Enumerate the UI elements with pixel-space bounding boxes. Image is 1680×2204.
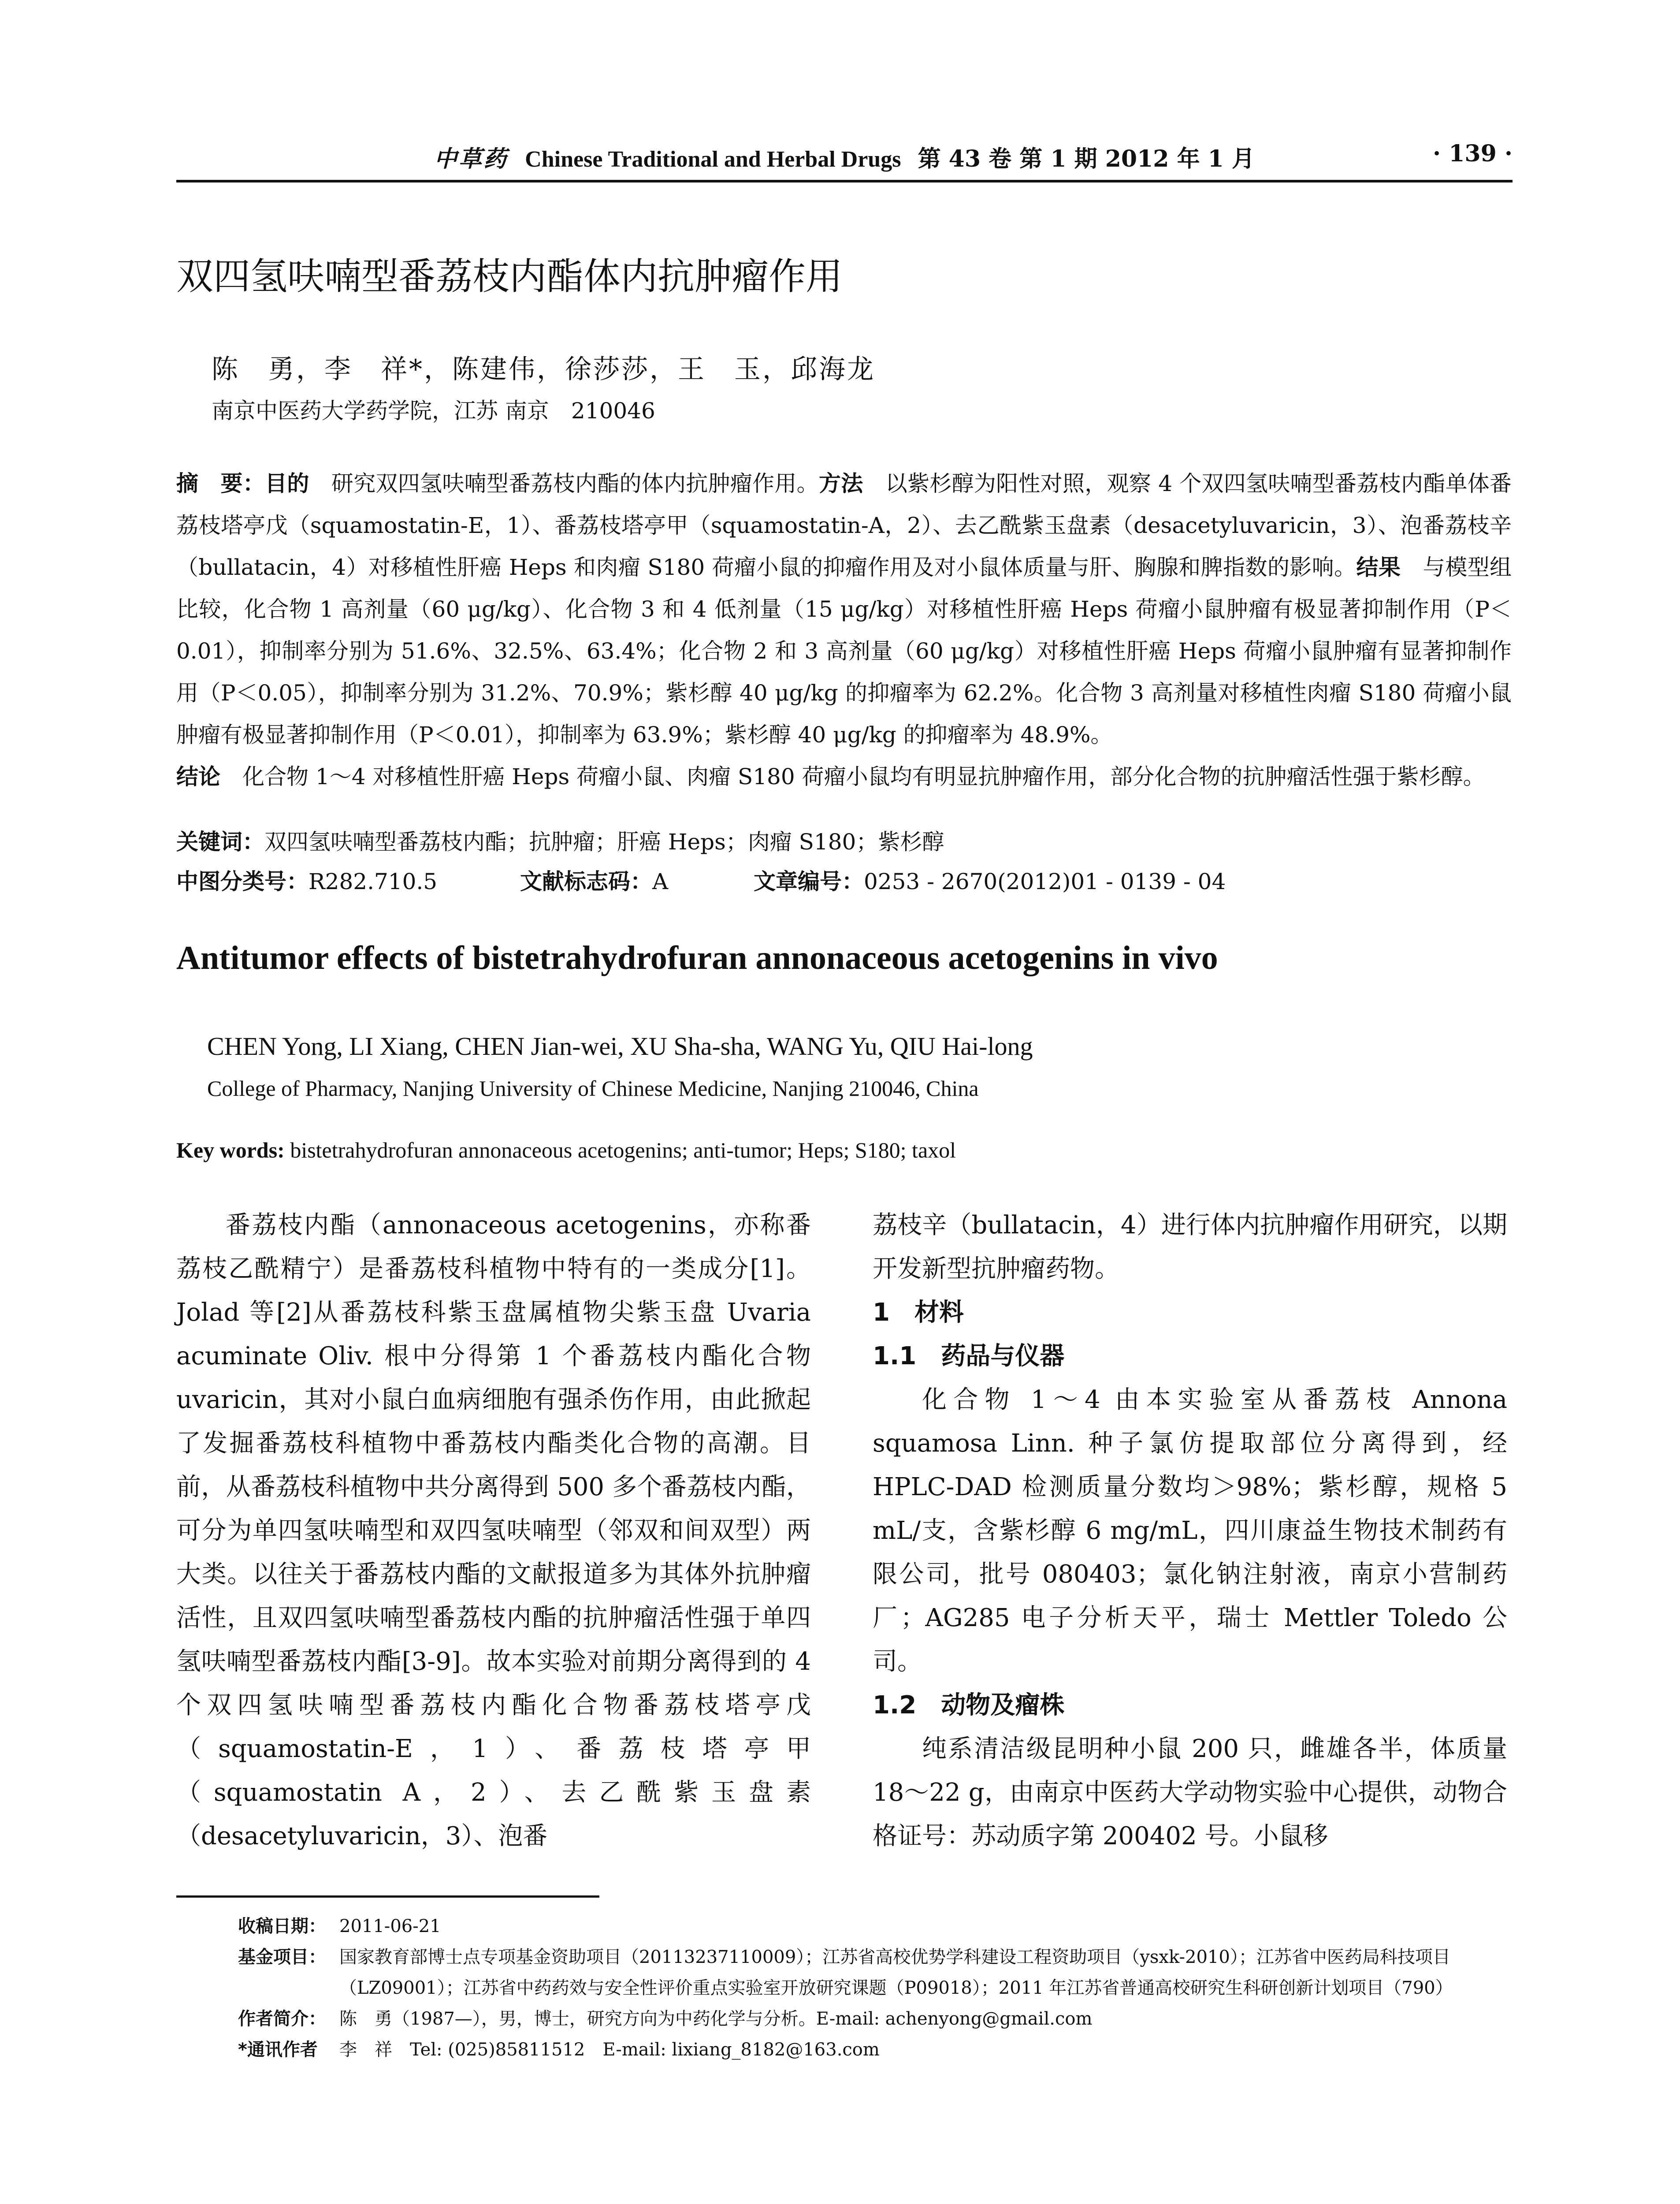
running-header — [176, 140, 1513, 182]
drugs-paragraph: 化合物 1～4 由本实验室从番荔枝 Annona squamosa Linn. 种子氯仿提取部位分离得到，经 HPLC-DAD 检测质量分数均＞98%；紫杉醇，规格 5 mL/支，含紫杉醇 6 mg/mL，四川康益生物技术制药有限公司，批号 080403；氯化钠注射液，南京小营制药厂；AG285 电子分析天平，瑞士 Mettler Toledo 公司。 — [873, 1385, 1507, 1676]
affiliation-zh: 南京中医药大学药学院，江苏 南京 210046 — [212, 398, 655, 424]
results-text: 与模型组比较，化合物 1 高剂量（60 μg/kg）、化合物 3 和 4 低剂量（15 μg/kg）对移植性肝癌 Heps 荷瘤小鼠肿瘤有极显著抑制作用（P＜0.01），抑制率分别为 51.6%、32.5%、63.4%；化合物 2 和 3 高剂量（60 μg/kg）对移植性肝癌 Heps 荷瘤小鼠肿瘤有显著抑制作用（P＜0.05），抑制率分别为 31.2%、70.9%；紫杉醇 40 μg/kg 的抑瘤率为 62.2%。化合物 3 高剂量对移植性肉瘤 S180 荷瘤小鼠肿瘤有极显著抑制作用（P＜0.01），抑制率为 63.9%；紫杉醇 40 μg/kg 的抑瘤率为 48.9%。 — [176, 555, 1512, 748]
title-zh: 双四氢呋喃型番荔枝内酯体内抗肿瘤作用 — [176, 255, 843, 298]
results-label: 结果 — [1356, 555, 1401, 580]
conclusion-label: 结论 — [176, 764, 220, 789]
issue-info: 第 43 卷 第 1 期 2012 年 1 月 — [918, 145, 1255, 172]
classification-line — [176, 864, 1512, 896]
animals-paragraph: 纯系清洁级昆明种小鼠 200 只，雌雄各半，体质量 18～22 g，由南京中医药大学动物实验中心提供，动物合格证号：苏动质字第 200402 号。小鼠移 — [873, 1735, 1507, 1850]
authors-en: CHEN Yong, LI Xiang, CHEN Jian-wei, XU Sha-sha, WANG Yu, QIU Hai-long — [207, 1032, 1033, 1061]
footnote-funding: 基金项目： 国家教育部博士点专项基金资助项目（20113237110009）；江苏省高校优势学科建设工程资助项目（ysxk-2010）；江苏省中医药局科技项目（LZ09001）；江苏省中药药效与安全性评价重点实验室开放研究课题（P09018）；2011 年江苏省普通高校研究生科研创新计划项目（790） — [238, 1947, 1453, 1998]
conclusion-text: 化合物 1～4 对移植性肝癌 Heps 荷瘤小鼠、肉瘤 S180 荷瘤小鼠均有明显抗肿瘤作用，部分化合物的抗肿瘤活性强于紫杉醇。 — [242, 764, 1485, 789]
abstract-label: 摘 要： — [176, 471, 265, 496]
footnote-author-bio: 作者简介： 陈 勇（1987—），男，博士，研究方向为中药化学与分析。E-mail: achenyong@gmail.com — [238, 2009, 1093, 2029]
authors-zh: 陈 勇，李 祥*，陈建伟，徐莎莎，王 玉，邱海龙 — [212, 354, 875, 385]
doc-code-value: A — [652, 869, 669, 894]
article-id-label: 文章编号： — [754, 869, 864, 894]
objective-label: 目的 — [265, 471, 309, 496]
intro-paragraph: 番荔枝内酯（annonaceous acetogenins，亦称番荔枝乙酰精宁）是番荔枝科植物中特有的一类成分[1]。Jolad 等[2]从番荔枝科紫玉盘属植物尖紫玉盘 Uvaria acuminate Oliv. 根中分得第 1 个番荔枝内酯化合物 uvaricin，其对小鼠白血病细胞有强杀伤作用，由此掀起了发掘番荔枝科植物中番荔枝内酯类化合物的高潮。目前，从番荔枝科植物中共分离得到 500 多个番荔枝内酯，可分为单四氢呋喃型和双四氢呋喃型（邻双和间双型）两大类。以往关于番荔枝内酯的文献报道多为其体外抗肿瘤活性，且双四氢呋喃型番荔枝内酯的抗肿瘤活性强于单四氢呋喃型番荔枝内酯[3-9]。故本实验对前期分离得到的 4 个双四氢呋喃型番荔枝内酯化合物番荔枝塔亭戊（squamostatin-E，1）、番荔枝塔亭甲（squamostatin A，2）、去乙酰紫玉盘素（desacetyluvaricin，3）、泡番 — [176, 1211, 811, 1850]
subsection-heading-animals: 1.2 动物及瘤株 — [873, 1691, 1065, 1720]
section-heading-materials: 1 材料 — [873, 1298, 964, 1327]
journal-name-en: Chinese Traditional and Herbal Drugs — [525, 147, 901, 172]
body-column-right — [873, 1203, 1507, 1858]
intro-paragraph-continued: 荔枝辛（bullatacin，4）进行体内抗肿瘤作用研究，以期开发新型抗肿瘤药物。 — [873, 1211, 1507, 1283]
abstract-zh — [176, 463, 1512, 798]
footnote-corresponding: *通讯作者 李 祥 Tel: (025)85811512 E-mail: lixiang_8182@163.com — [238, 2040, 880, 2060]
methods-label: 方法 — [818, 471, 863, 496]
keywords-zh-text: 双四氢呋喃型番荔枝内酯；抗肿瘤；肝癌 Heps；肉瘤 S180；紫杉醇 — [264, 829, 944, 855]
methods-text: 以紫杉醇为阳性对照，观察 4 个双四氢呋喃型番荔枝内酯单体番荔枝塔亭戊（squamostatin-E，1）、番荔枝塔亭甲（squamostatin-A，2）、去乙酰紫玉盘素（desacetyluvaricin，3）、泡番荔枝辛（bullatacin，4）对移植性肝癌 Heps 和肉瘤 S180 荷瘤小鼠的抑瘤作用及对小鼠体质量与肝、胸腺和脾指数的影响。 — [176, 471, 1512, 580]
body-column-left — [176, 1203, 811, 1858]
title-en: Antitumor effects of bistetrahydrofuran annonaceous acetogenins in vivo — [176, 939, 1218, 976]
keywords-en — [176, 1137, 956, 1163]
keywords-en-label: Key words: — [176, 1138, 285, 1162]
keywords-en-text: bistetrahydrofuran annonaceous acetogenins; anti-tumor; Heps; S180; taxol — [290, 1138, 956, 1162]
footnotes — [238, 1911, 1512, 2065]
keywords-zh-label: 关键词： — [176, 829, 264, 855]
keywords-zh — [176, 824, 944, 856]
objective-text: 研究双四氢呋喃型番荔枝内酯的体内抗肿瘤作用。 — [331, 471, 819, 496]
clc-value: R282.710.5 — [308, 869, 438, 894]
page-number: · 139 · — [1433, 140, 1513, 167]
clc-label: 中图分类号： — [176, 869, 308, 894]
doc-code-label: 文献标志码： — [520, 869, 652, 894]
affiliation-en: College of Pharmacy, Nanjing University of Chinese Medicine, Nanjing 210046, China — [207, 1076, 979, 1101]
article-id-value: 0253 - 2670(2012)01 - 0139 - 04 — [864, 869, 1226, 894]
journal-name-cn: 中草药 — [434, 146, 509, 172]
footnote-divider — [176, 1895, 599, 1898]
subsection-heading-drugs: 1.1 药品与仪器 — [873, 1342, 1065, 1370]
footnote-received: 收稿日期： 2011-06-21 — [238, 1916, 441, 1936]
